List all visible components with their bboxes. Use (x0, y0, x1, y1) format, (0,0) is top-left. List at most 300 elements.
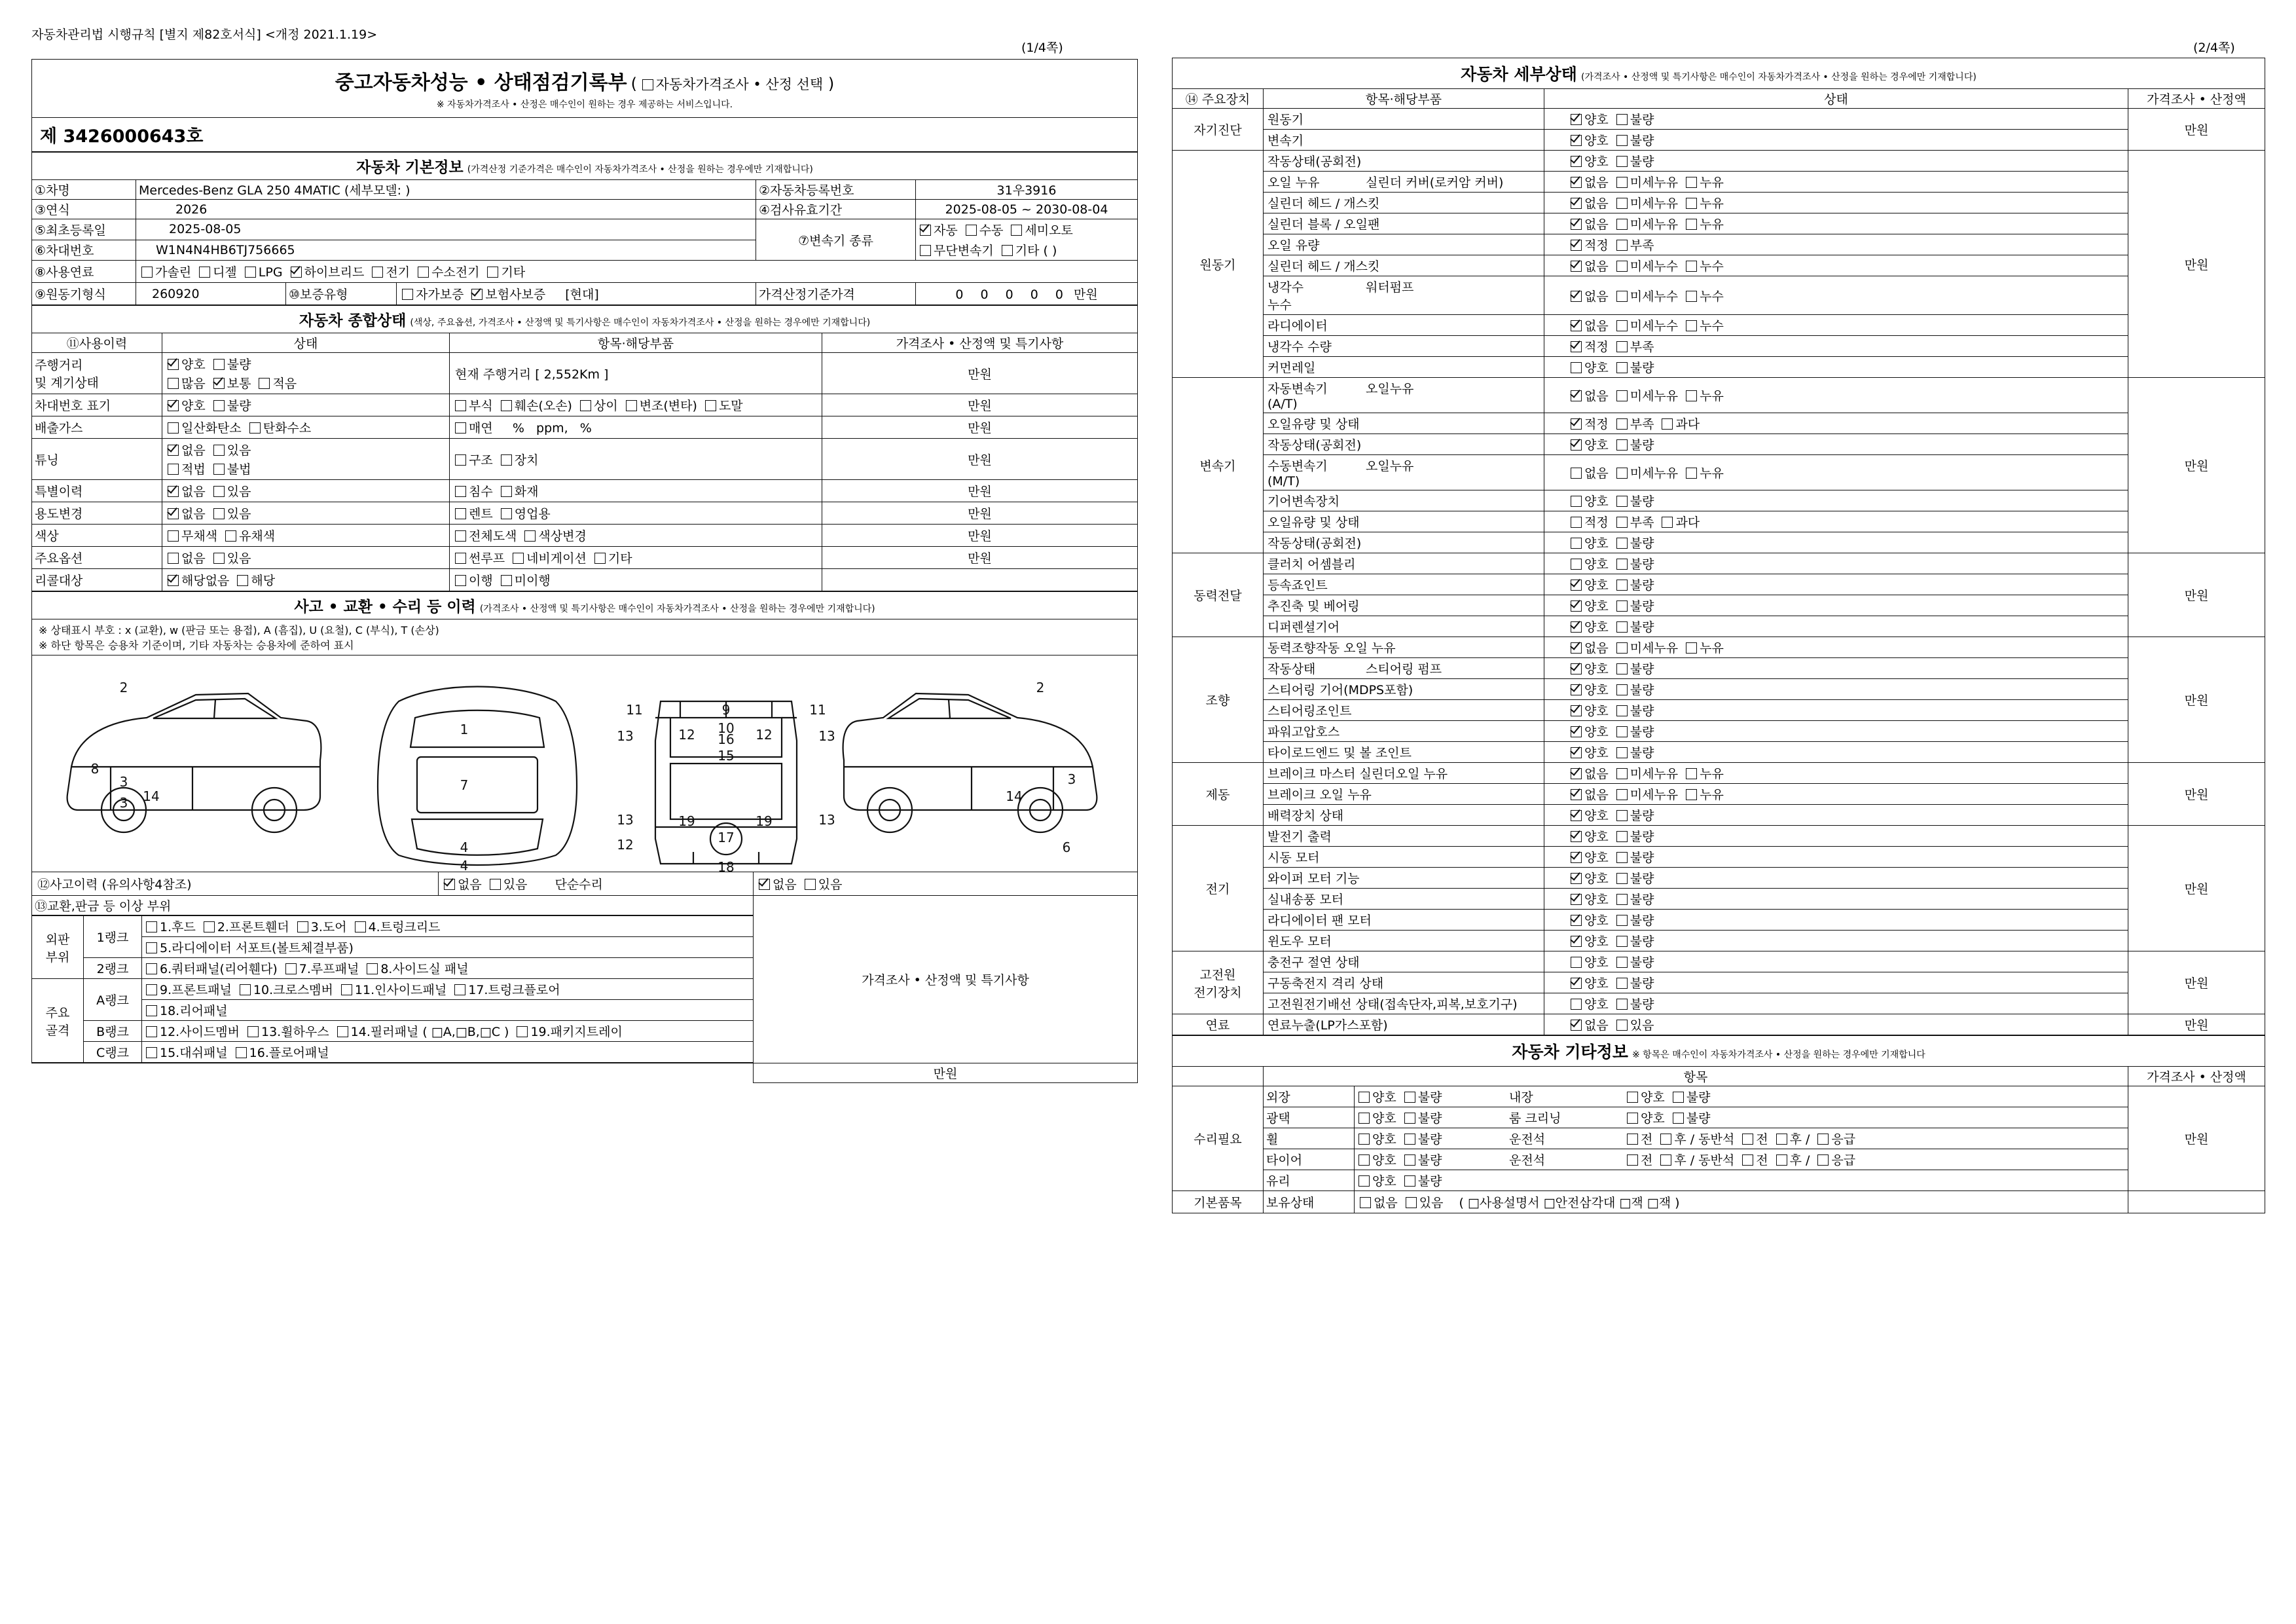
checkbox-box[interactable] (966, 225, 977, 236)
option-양호[interactable] (1571, 435, 1609, 453)
checkbox-box[interactable] (580, 400, 591, 411)
checkbox-box[interactable] (297, 921, 308, 932)
checkbox-box[interactable] (1571, 915, 1582, 926)
checkbox-box[interactable] (501, 486, 512, 497)
checkbox-box[interactable] (1616, 538, 1628, 549)
option-불량[interactable] (1616, 659, 1654, 677)
checkbox-box[interactable] (1616, 468, 1628, 479)
option-양호[interactable] (1571, 827, 1609, 845)
checkbox-box[interactable] (204, 921, 215, 932)
transmission-무단변속기[interactable] (920, 241, 994, 259)
checkbox-box[interactable] (1776, 1134, 1787, 1145)
option-미세누유[interactable] (1616, 386, 1678, 404)
option-없음[interactable] (444, 875, 482, 893)
checkbox-box[interactable] (146, 1047, 157, 1058)
option-전[interactable] (1627, 1130, 1652, 1147)
option-누수[interactable] (1686, 287, 1724, 304)
option-미세누유[interactable] (1616, 173, 1678, 191)
checkbox-box[interactable] (168, 400, 179, 411)
option-썬루프[interactable] (455, 549, 505, 566)
option-양호[interactable] (1571, 974, 1609, 991)
checkbox-box[interactable] (455, 400, 466, 411)
part-3.도어[interactable] (297, 917, 347, 935)
checkbox-box[interactable] (367, 963, 378, 974)
option-미세누유[interactable] (1616, 464, 1678, 481)
option-누수[interactable] (1686, 316, 1724, 334)
option-있음[interactable] (805, 875, 843, 893)
checkbox-box[interactable] (1616, 726, 1628, 737)
option-불량[interactable] (1616, 953, 1654, 970)
checkbox-box[interactable] (1742, 1154, 1753, 1166)
checkbox-box[interactable] (1404, 1092, 1415, 1103)
checkbox-box[interactable] (249, 422, 261, 434)
option-침수[interactable] (455, 482, 493, 500)
checkbox-box[interactable] (1571, 496, 1582, 507)
option-훼손(오손)[interactable] (501, 396, 572, 414)
checkbox-box[interactable] (455, 422, 466, 434)
checkbox-box[interactable] (1616, 1020, 1628, 1031)
option-누유[interactable] (1686, 638, 1724, 656)
checkbox-box[interactable] (454, 984, 465, 995)
transmission-기타 ( )[interactable] (1002, 241, 1057, 259)
option-없음[interactable] (168, 549, 206, 566)
fuel-수소전기[interactable] (418, 263, 479, 280)
checkbox-box[interactable] (1616, 261, 1628, 272)
checkbox-box[interactable] (1616, 219, 1628, 230)
checkbox-box[interactable] (1571, 978, 1582, 989)
checkbox-box[interactable] (213, 359, 225, 370)
option-양호[interactable] (1571, 618, 1609, 635)
option-양호[interactable] (1571, 492, 1609, 509)
option-불량[interactable] (1616, 110, 1654, 128)
fuel-디젤[interactable] (199, 263, 237, 280)
option-누수[interactable] (1686, 257, 1724, 274)
checkbox-box[interactable] (168, 378, 179, 389)
checkbox-box[interactable] (805, 879, 816, 890)
checkbox-box[interactable] (1616, 747, 1628, 758)
checkbox-box[interactable] (1616, 600, 1628, 612)
part-2.프론트휀더[interactable] (204, 917, 289, 935)
checkbox-box[interactable] (1616, 320, 1628, 331)
checkbox-box[interactable] (920, 225, 931, 236)
checkbox-box[interactable] (1571, 418, 1582, 430)
warranty-보험사보증[interactable] (471, 285, 545, 303)
checkbox-box[interactable] (1002, 245, 1013, 256)
checkbox-box[interactable] (1571, 642, 1582, 654)
checkbox-box[interactable] (1360, 1197, 1371, 1208)
option-없음[interactable] (168, 482, 206, 500)
checkbox-box[interactable] (1404, 1175, 1415, 1187)
option-양호[interactable] (1571, 358, 1609, 376)
checkbox-box[interactable] (705, 400, 716, 411)
option-미세누유[interactable] (1616, 215, 1678, 232)
option-양호[interactable] (1571, 848, 1609, 866)
option-불량[interactable] (213, 396, 251, 414)
checkbox-box[interactable] (1571, 156, 1582, 167)
checkbox-box[interactable] (759, 879, 770, 890)
checkbox-box[interactable] (237, 575, 248, 586)
option-불량[interactable] (1673, 1109, 1711, 1126)
checkbox-box[interactable] (1817, 1134, 1829, 1145)
checkbox-box[interactable] (1358, 1154, 1370, 1166)
checkbox-box[interactable] (1686, 261, 1697, 272)
checkbox-box[interactable] (1571, 517, 1582, 528)
option-없음[interactable] (1571, 638, 1609, 656)
checkbox-box[interactable] (1571, 663, 1582, 674)
checkbox-box[interactable] (168, 486, 179, 497)
checkbox-box[interactable] (1616, 559, 1628, 570)
checkbox-box[interactable] (1571, 240, 1582, 251)
checkbox-box[interactable] (1571, 580, 1582, 591)
checkbox-box[interactable] (146, 1005, 157, 1016)
option-없음[interactable] (1571, 215, 1609, 232)
part-4.트렁크리드[interactable] (355, 917, 441, 935)
option-있음[interactable] (213, 549, 251, 566)
option-일산화탄소[interactable] (168, 418, 242, 436)
option-미세누유[interactable] (1616, 638, 1678, 656)
option-불량[interactable] (1616, 869, 1654, 887)
checkbox-box[interactable] (1571, 559, 1582, 570)
option-불량[interactable] (1616, 534, 1654, 551)
checkbox-box[interactable] (1571, 768, 1582, 779)
part-17.트렁크플로어[interactable] (454, 980, 560, 998)
option-양호[interactable] (1571, 911, 1609, 929)
checkbox-box[interactable] (259, 378, 270, 389)
checkbox-box[interactable] (455, 553, 466, 564)
option-누유[interactable] (1686, 386, 1724, 404)
checkbox-box[interactable] (1616, 496, 1628, 507)
option-미세누유[interactable] (1616, 785, 1678, 803)
checkbox-box[interactable] (1616, 390, 1628, 401)
checkbox-box[interactable] (1406, 1197, 1417, 1208)
checkbox-box[interactable] (1616, 663, 1628, 674)
checkbox-box[interactable] (1660, 1134, 1671, 1145)
checkbox-box[interactable] (1686, 468, 1697, 479)
option-불량[interactable] (1616, 806, 1654, 824)
checkbox-box[interactable] (1571, 831, 1582, 842)
checkbox-box[interactable] (1686, 219, 1697, 230)
part-5.라디에이터 서포트(볼트체결부품)[interactable] (146, 938, 354, 956)
checkbox-box[interactable] (285, 963, 297, 974)
checkbox-box[interactable] (1571, 261, 1582, 272)
checkbox-box[interactable] (1616, 768, 1628, 779)
checkbox-box[interactable] (1616, 915, 1628, 926)
option-해당[interactable] (237, 571, 275, 589)
checkbox-box[interactable] (355, 921, 366, 932)
option-전체도색[interactable] (455, 526, 517, 544)
checkbox-box[interactable] (1742, 1134, 1753, 1145)
checkbox-box[interactable] (1616, 936, 1628, 947)
checkbox-box[interactable] (626, 400, 637, 411)
checkbox-box[interactable] (1673, 1113, 1684, 1124)
checkbox-box[interactable] (1616, 978, 1628, 989)
option-불량[interactable] (1616, 974, 1654, 991)
option-후 / 동반석[interactable] (1660, 1151, 1734, 1168)
option-불량[interactable] (1616, 492, 1654, 509)
checkbox-box[interactable] (455, 486, 466, 497)
checkbox-box[interactable] (236, 1047, 247, 1058)
option-누유[interactable] (1686, 215, 1724, 232)
option-불량[interactable] (1616, 680, 1654, 698)
checkbox-box[interactable] (1627, 1113, 1638, 1124)
checkbox-box[interactable] (1571, 894, 1582, 905)
option-양호[interactable] (1571, 806, 1609, 824)
option-양호[interactable] (1358, 1109, 1396, 1126)
checkbox-box[interactable] (1571, 468, 1582, 479)
option-불법[interactable] (213, 460, 251, 477)
checkbox-box[interactable] (1571, 957, 1582, 968)
checkbox-box[interactable] (213, 464, 225, 475)
checkbox-box[interactable] (1571, 390, 1582, 401)
checkbox-box[interactable] (1616, 156, 1628, 167)
option-양호[interactable] (1571, 659, 1609, 677)
checkbox-box[interactable] (402, 289, 413, 300)
option-전[interactable] (1742, 1151, 1768, 1168)
checkbox-box[interactable] (1571, 439, 1582, 451)
option-양호[interactable] (1571, 743, 1609, 761)
part-6.쿼터패널(리어휀다)[interactable] (146, 959, 278, 977)
checkbox-box[interactable] (1571, 538, 1582, 549)
checkbox-box[interactable] (1817, 1154, 1829, 1166)
checkbox-box[interactable] (146, 963, 157, 974)
option-불량[interactable] (1616, 932, 1654, 950)
checkbox-box[interactable] (418, 267, 429, 278)
option-양호[interactable] (1627, 1109, 1665, 1126)
checkbox-box[interactable] (1627, 1092, 1638, 1103)
checkbox-box[interactable] (1686, 789, 1697, 800)
checkbox-box[interactable] (247, 1026, 259, 1037)
checkbox-box[interactable] (1616, 517, 1628, 528)
part-10.크로스멤버[interactable] (240, 980, 333, 998)
part-15.대쉬패널[interactable] (146, 1043, 228, 1061)
checkbox-box[interactable] (213, 378, 225, 389)
checkbox-box[interactable] (501, 454, 512, 466)
option-없음[interactable] (1571, 1016, 1609, 1033)
option-양호[interactable] (1627, 1088, 1665, 1105)
checkbox-box[interactable] (1616, 831, 1628, 842)
option-보통[interactable] (213, 374, 251, 392)
option-불량[interactable] (1616, 722, 1654, 740)
warranty-자가보증[interactable] (402, 285, 464, 303)
option-누유[interactable] (1686, 173, 1724, 191)
option-양호[interactable] (1571, 576, 1609, 593)
checkbox-box[interactable] (372, 267, 383, 278)
option-불량[interactable] (1616, 743, 1654, 761)
option-있음[interactable] (1616, 1016, 1654, 1033)
part-11.인사이드패널[interactable] (341, 980, 446, 998)
part-9.프론트패널[interactable] (146, 980, 232, 998)
option-장치[interactable] (501, 451, 539, 468)
option-유채색[interactable] (225, 526, 275, 544)
checkbox-box[interactable] (1011, 225, 1022, 236)
option-양호[interactable] (1571, 597, 1609, 614)
option-양호[interactable] (1358, 1130, 1396, 1147)
option-미세누유[interactable] (1616, 764, 1678, 782)
checkbox-box[interactable] (1571, 198, 1582, 209)
checkbox-box[interactable] (1627, 1154, 1638, 1166)
option-양호[interactable] (1571, 701, 1609, 719)
checkbox-box[interactable] (1571, 219, 1582, 230)
part-7.루프패널[interactable] (285, 959, 359, 977)
checkbox-box[interactable] (501, 400, 512, 411)
option-없음[interactable] (1571, 316, 1609, 334)
option-이행[interactable] (455, 571, 493, 589)
checkbox-box[interactable] (1616, 362, 1628, 373)
option-후 /[interactable] (1776, 1130, 1810, 1147)
checkbox-box[interactable] (1571, 705, 1582, 716)
option-적음[interactable] (259, 374, 297, 392)
checkbox-box[interactable] (1571, 936, 1582, 947)
checkbox-box[interactable] (1571, 341, 1582, 352)
checkbox-box[interactable] (168, 508, 179, 519)
checkbox-box[interactable] (1616, 439, 1628, 451)
checkbox-box[interactable] (291, 267, 302, 278)
checkbox-box[interactable] (455, 508, 466, 519)
option-양호[interactable] (1358, 1151, 1396, 1168)
checkbox-box[interactable] (1358, 1092, 1370, 1103)
option-없음[interactable] (1571, 785, 1609, 803)
option-양호[interactable] (1571, 890, 1609, 908)
checkbox-box[interactable] (1571, 789, 1582, 800)
option-전[interactable] (1742, 1130, 1768, 1147)
option-부족[interactable] (1616, 415, 1654, 432)
checkbox-box[interactable] (1616, 621, 1628, 633)
option-과다[interactable] (1662, 415, 1700, 432)
option-누유[interactable] (1686, 764, 1724, 782)
option-양호[interactable] (1571, 555, 1609, 572)
checkbox-box[interactable] (1571, 135, 1582, 146)
option-양호[interactable] (168, 355, 206, 373)
checkbox-box[interactable] (1571, 999, 1582, 1010)
option-후 / 동반석[interactable] (1660, 1130, 1734, 1147)
checkbox-box[interactable] (168, 359, 179, 370)
part-12.사이드멤버[interactable] (146, 1022, 240, 1040)
checkbox-box[interactable] (501, 508, 512, 519)
option-불량[interactable] (1404, 1088, 1442, 1105)
option-양호[interactable] (1571, 953, 1609, 970)
option-기타[interactable] (594, 549, 632, 566)
option-적법[interactable] (168, 460, 206, 477)
checkbox-box[interactable] (1571, 320, 1582, 331)
checkbox-box[interactable] (455, 454, 466, 466)
checkbox-box[interactable] (1616, 114, 1628, 125)
option-후 /[interactable] (1776, 1151, 1810, 1168)
checkbox-box[interactable] (168, 530, 179, 542)
option-양호[interactable] (168, 396, 206, 414)
checkbox-box[interactable] (1686, 768, 1697, 779)
checkbox-box[interactable] (146, 1026, 157, 1037)
checkbox-box[interactable] (1616, 873, 1628, 884)
part-16.플로어패널[interactable] (236, 1043, 329, 1061)
checkbox-box[interactable] (471, 289, 483, 300)
option-미이행[interactable] (501, 571, 551, 589)
option-미세누수[interactable] (1616, 316, 1678, 334)
part-18.리어패널[interactable] (146, 1001, 228, 1019)
part-1.후드[interactable] (146, 917, 196, 935)
option-불량[interactable] (1616, 848, 1654, 866)
option-없음[interactable] (1571, 386, 1609, 404)
option-불량[interactable] (1616, 827, 1654, 845)
checkbox-box[interactable] (1686, 291, 1697, 302)
option-불량[interactable] (1616, 152, 1654, 170)
transmission-세미오토[interactable] (1011, 221, 1072, 238)
checkbox-box[interactable] (1616, 810, 1628, 821)
option-양호[interactable] (1571, 152, 1609, 170)
checkbox-box[interactable] (1571, 621, 1582, 633)
checkbox-box[interactable] (213, 486, 225, 497)
checkbox-box[interactable] (1358, 1113, 1370, 1124)
checkbox-box[interactable] (1616, 418, 1628, 430)
part-14.필러패널 ( □A,□B,□C )[interactable] (337, 1022, 509, 1040)
checkbox-box[interactable] (1616, 341, 1628, 352)
checkbox-box[interactable] (1673, 1092, 1684, 1103)
checkbox-box[interactable] (1571, 600, 1582, 612)
checkbox-box[interactable] (1571, 726, 1582, 737)
option-불량[interactable] (1673, 1088, 1711, 1105)
option-미세누유[interactable] (1616, 194, 1678, 212)
checkbox-box[interactable] (168, 464, 179, 475)
fuel-LPG[interactable] (245, 265, 283, 280)
option-없음[interactable] (1571, 257, 1609, 274)
option-없음[interactable] (168, 504, 206, 522)
option-불량[interactable] (1616, 890, 1654, 908)
fuel-전기[interactable] (372, 263, 410, 280)
checkbox-box[interactable] (444, 879, 455, 890)
checkbox-box[interactable] (1571, 684, 1582, 695)
option-양호[interactable] (1571, 131, 1609, 149)
option-없음[interactable] (759, 875, 797, 893)
checkbox-box[interactable] (1616, 642, 1628, 654)
option-불량[interactable] (1616, 911, 1654, 929)
option-불량[interactable] (1616, 618, 1654, 635)
checkbox-box[interactable] (501, 575, 512, 586)
option-불량[interactable] (1404, 1151, 1442, 1168)
checkbox-box[interactable] (146, 921, 157, 932)
checkbox-box[interactable] (213, 508, 225, 519)
option-적정[interactable] (1571, 236, 1609, 253)
option-양호[interactable] (1571, 680, 1609, 698)
checkbox-box[interactable] (1571, 747, 1582, 758)
checkbox-box[interactable] (1616, 240, 1628, 251)
option-없음[interactable] (1571, 464, 1609, 481)
option-없음[interactable] (168, 441, 206, 458)
checkbox-box[interactable] (199, 267, 210, 278)
checkbox-box[interactable] (225, 530, 236, 542)
option-양호[interactable] (1571, 534, 1609, 551)
option-있음[interactable] (1406, 1193, 1444, 1211)
option-누유[interactable] (1686, 785, 1724, 803)
checkbox-box[interactable] (1404, 1134, 1415, 1145)
option-전[interactable] (1627, 1151, 1652, 1168)
option-적정[interactable] (1571, 415, 1609, 432)
checkbox-box[interactable] (168, 575, 179, 586)
option-양호[interactable] (1571, 995, 1609, 1012)
checkbox-box[interactable] (1571, 852, 1582, 863)
checkbox-box[interactable] (1686, 642, 1697, 654)
option-많음[interactable] (168, 374, 206, 392)
checkbox-box[interactable] (1776, 1154, 1787, 1166)
option-양호[interactable] (1358, 1172, 1396, 1189)
option-적정[interactable] (1571, 337, 1609, 355)
option-무채색[interactable] (168, 526, 217, 544)
option-미세누수[interactable] (1616, 287, 1678, 304)
option-양호[interactable] (1571, 110, 1609, 128)
option-도말[interactable] (705, 396, 743, 414)
option-없음[interactable] (1571, 173, 1609, 191)
checkbox-box[interactable] (455, 530, 466, 542)
option-응급[interactable] (1817, 1130, 1855, 1147)
checkbox-box[interactable] (146, 984, 157, 995)
